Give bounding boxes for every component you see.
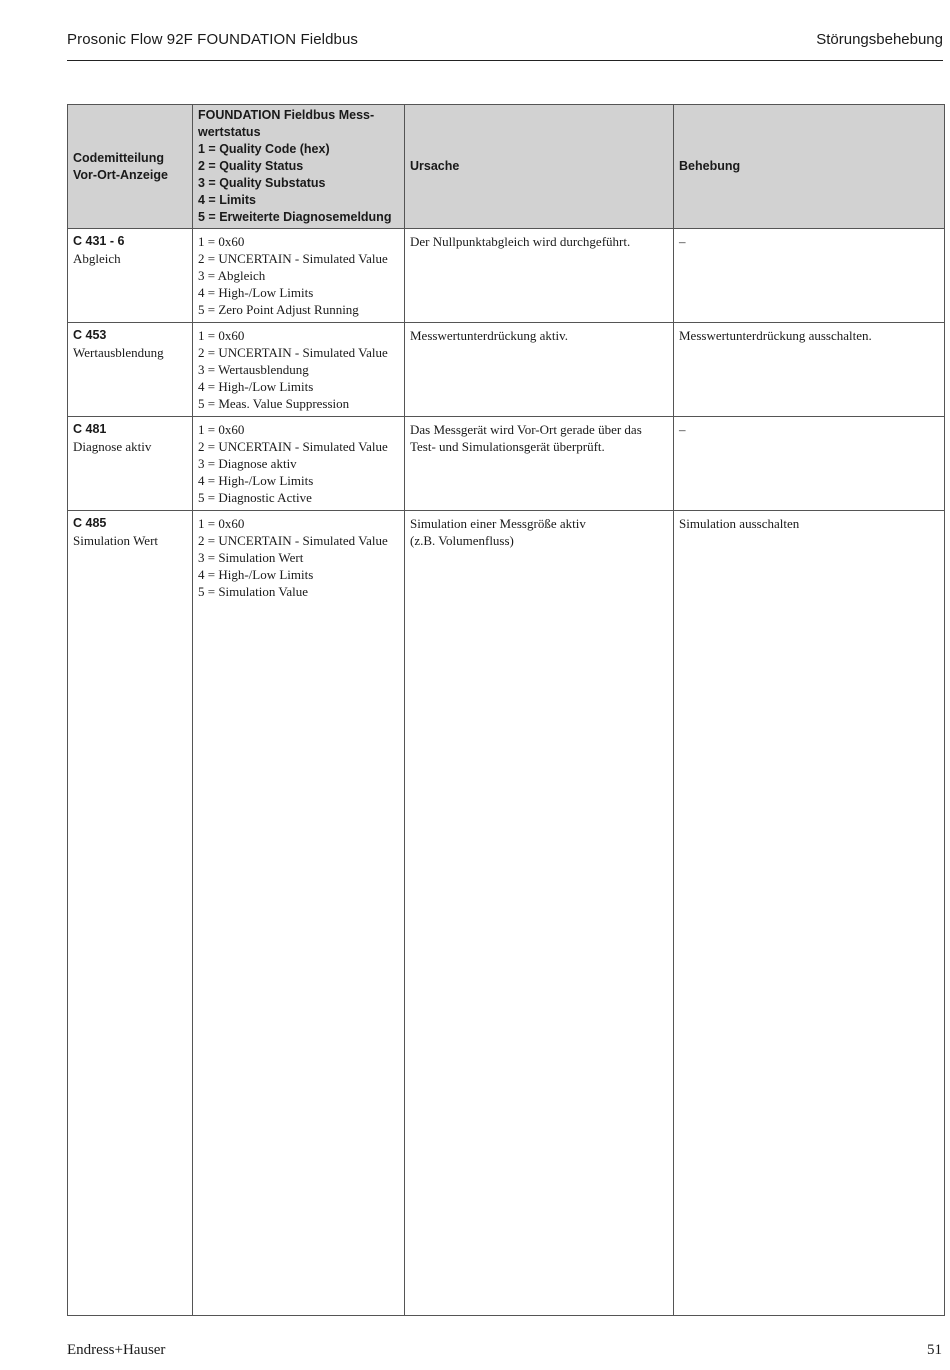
status-cell <box>193 229 405 323</box>
cause-cell <box>405 511 674 1316</box>
section-title: Störungsbehebung <box>816 31 943 48</box>
status-line: 1 = 0x60 <box>198 422 245 437</box>
header-line: wertstatus <box>198 125 261 139</box>
status-line: 2 = UNCERTAIN - Simulated Value <box>198 345 388 360</box>
column-header-code <box>68 105 193 229</box>
code-cell <box>68 323 193 417</box>
status-line: 5 = Simulation Value <box>198 584 309 599</box>
status-line: 2 = UNCERTAIN - Simulated Value <box>198 251 388 266</box>
status-cell <box>193 417 405 511</box>
column-header-remedy: Behebung <box>674 105 945 229</box>
status-line: 4 = High-/Low Limits <box>198 379 314 394</box>
error-code: C 481 <box>73 422 107 436</box>
header-line: 4 = Limits <box>198 193 257 207</box>
error-name: Diagnose aktiv <box>73 439 152 454</box>
error-name: Wertausblendung <box>73 345 164 360</box>
error-name: Abgleich <box>73 251 121 266</box>
cause-cell <box>405 229 674 323</box>
status-line: 4 = High-/Low Limits <box>198 285 314 300</box>
status-cell <box>193 323 405 417</box>
table-row <box>68 417 945 511</box>
column-header-cause: Ursache <box>405 105 674 229</box>
status-line: 1 = 0x60 <box>198 516 245 531</box>
cause-text: Test- und Simulationsgerät überprüft. <box>410 439 605 454</box>
status-line: 5 = Diagnostic Active <box>198 490 312 505</box>
header-line: 3 = Quality Substatus <box>198 176 326 190</box>
cause-text: Der Nullpunktabgleich wird durchgeführt. <box>410 234 631 249</box>
header-line: 5 = Erweiterte Diagnosemeldung <box>198 210 392 224</box>
table-row <box>68 511 945 1316</box>
cause-cell <box>405 417 674 511</box>
error-code: C 485 <box>73 516 107 530</box>
cause-text: (z.B. Volumenfluss) <box>410 533 514 548</box>
footer-brand: Endress+Hauser <box>67 1342 166 1358</box>
error-name: Simulation Wert <box>73 533 159 548</box>
status-line: 3 = Wertausblendung <box>198 362 309 377</box>
code-cell <box>68 511 193 1316</box>
cause-cell <box>405 323 674 417</box>
code-cell <box>68 229 193 323</box>
status-line: 5 = Meas. Value Suppression <box>198 396 350 411</box>
status-line: 1 = 0x60 <box>198 328 245 343</box>
cause-text: Das Messgerät wird Vor-Ort gerade über das <box>410 422 642 437</box>
table-row <box>68 323 945 417</box>
error-code: C 453 <box>73 328 107 342</box>
status-line: 4 = High-/Low Limits <box>198 567 314 582</box>
page-number: 51 <box>927 1342 942 1358</box>
table-row <box>68 229 945 323</box>
diagnostic-table <box>67 104 945 1316</box>
header-line: 1 = Quality Code (hex) <box>198 142 330 156</box>
remedy-cell: – <box>674 229 945 323</box>
error-code: C 431 - 6 <box>73 234 125 248</box>
header-line: Codemitteilung <box>73 150 164 165</box>
column-header-status <box>193 105 405 229</box>
header-line: Vor-Ort-Anzeige <box>73 167 168 182</box>
cause-text: Simulation einer Messgröße aktiv <box>410 516 586 531</box>
status-line: 3 = Abgleich <box>198 268 266 283</box>
status-line: 4 = High-/Low Limits <box>198 473 314 488</box>
status-line: 3 = Simulation Wert <box>198 550 304 565</box>
remedy-cell: – <box>674 417 945 511</box>
header-divider <box>67 60 943 61</box>
cause-text: Messwertunterdrückung aktiv. <box>410 328 569 343</box>
status-cell <box>193 511 405 1316</box>
status-line: 2 = UNCERTAIN - Simulated Value <box>198 533 388 548</box>
status-line: 1 = 0x60 <box>198 234 245 249</box>
table-header-row <box>68 105 945 229</box>
document-title: Prosonic Flow 92F FOUNDATION Fieldbus <box>67 31 358 48</box>
code-cell <box>68 417 193 511</box>
status-line: 5 = Zero Point Adjust Running <box>198 302 359 317</box>
remedy-cell: Simulation ausschalten <box>674 511 945 1316</box>
status-line: 3 = Diagnose aktiv <box>198 456 297 471</box>
status-line: 2 = UNCERTAIN - Simulated Value <box>198 439 388 454</box>
header-line: FOUNDATION Fieldbus Mess- <box>198 108 375 122</box>
header-line: 2 = Quality Status <box>198 159 304 173</box>
remedy-cell: Messwertunterdrückung ausschalten. <box>674 323 945 417</box>
